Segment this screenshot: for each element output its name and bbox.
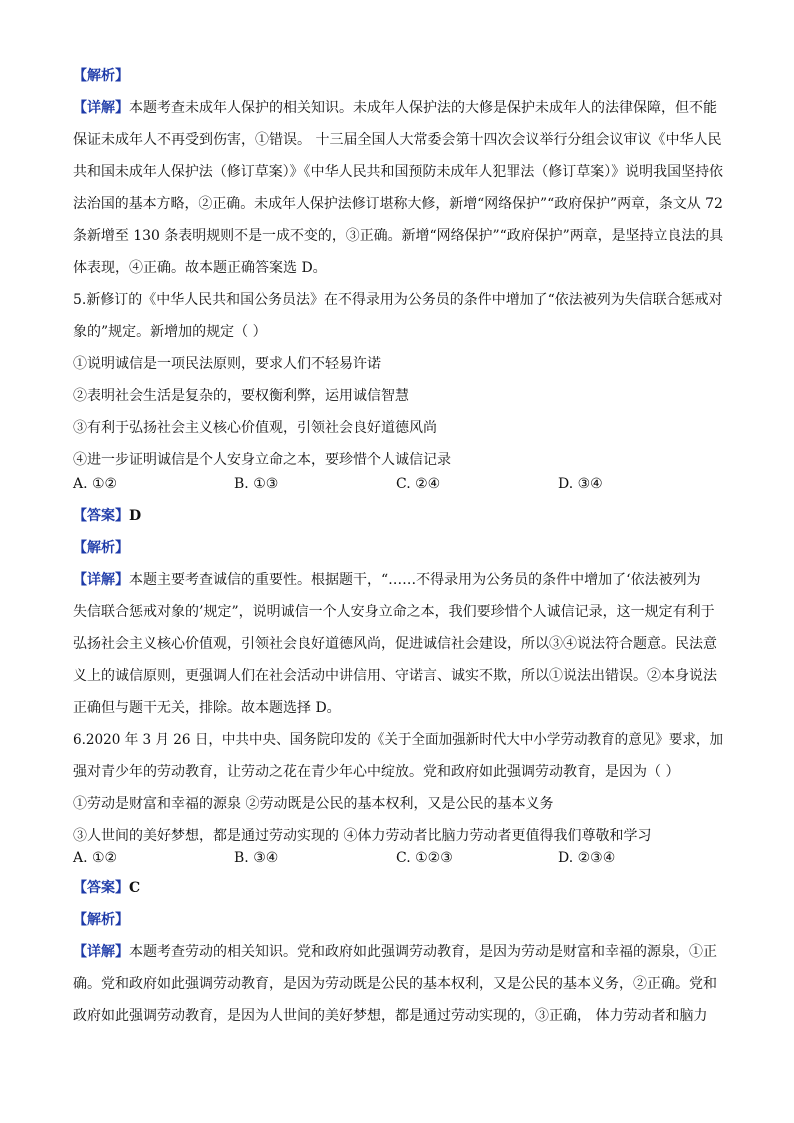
- q6-stem-line-2: 强对青少年的劳动教育，让劳动之花在青少年心中绽放。党和政府如此强调劳动教育，是因为（ ）: [73, 764, 680, 780]
- q6-detail-line-2: 确。党和政府如此强调劳动教育，是因为劳动既是公民的基本权利，又是公民的基本义务，②正确。党和: [73, 976, 717, 992]
- q6-statement-2: ③人世间的美好梦想，都是通过劳动实现的 ④体力劳动者比脑力劳动者更值得我们尊敬和学习: [73, 828, 652, 844]
- q4-analysis-label: 【解析】: [73, 68, 129, 84]
- q5-option-b: B. ①③: [234, 476, 279, 492]
- q5-answer: [73, 506, 723, 526]
- q5-option-c: C. ②④: [396, 476, 441, 492]
- q5-analysis-label: 【解析】: [73, 540, 129, 556]
- q5-detail-line-2: 失信联合惩戒对象的’规定”，说明诚信一个人安身立命之本，我们要珍惜个人诚信记录，这一规定有利于: [73, 604, 715, 620]
- q5-statement-2: ②表明社会生活是复杂的，要权衡利弊，运用诚信智慧: [73, 388, 409, 404]
- q5-option-d: D. ③④: [558, 476, 603, 492]
- q4-detail-label: 【详解】: [73, 100, 129, 116]
- q6-analysis-label: 【解析】: [73, 912, 129, 928]
- q6-answer: [73, 878, 723, 898]
- q6-answer-label: 【答案】: [73, 880, 129, 896]
- q6-detail-line-1: 【详解】本题考查劳动的相关知识。党和政府如此强调劳动教育，是因为劳动是财富和幸福的源泉，①正: [73, 944, 717, 960]
- q4-detail-line-1: 【详解】本题考查未成年人保护的相关知识。未成年人保护法的大修是保护未成年人的法律保障，但不能: [73, 100, 717, 116]
- q6-statement-1: ①劳动是财富和幸福的源泉 ②劳动既是公民的基本权利，又是公民的基本义务: [73, 796, 554, 812]
- q6-option-a: A. ①②: [73, 850, 118, 866]
- q6-option-d: D. ②③④: [558, 850, 616, 866]
- q4-detail-line-2: 保证未成年人不再受到伤害，①错误。 十三届全国人大常委会第十四次会议举行分组会议审议《中华人民: [73, 132, 722, 148]
- q5-option-a: A. ①②: [73, 476, 118, 492]
- q6-option-b: B. ③④: [234, 850, 279, 866]
- q4-detail-line-4: 法治国的基本方略，②正确。未成年人保护法修订堪称大修，新增“网络保护”“政府保护”两章，条文从 72: [73, 196, 723, 212]
- q4-detail-line-3: 共和国未成年人保护法（修订草案）》《中华人民共和国预防未成年人犯罪法（修订草案）》说明我国坚持依: [73, 164, 724, 180]
- q5-statement-1: ①说明诚信是一项民法原则，要求人们不轻易许诺: [73, 356, 381, 372]
- q5-answer-label: 【答案】: [73, 508, 129, 524]
- q4-detail-line-5: 条新增至 130 条表明规则不是一成不变的，③正确。新增“网络保护”“政府保护”两章，是坚持立良法的具: [73, 228, 724, 244]
- q5-detail-line-1: 【详解】本题主要考查诚信的重要性。根据题干，“……不得录用为公务员的条件中增加了‘依法被列为: [73, 572, 701, 588]
- q6-detail-label: 【详解】: [73, 944, 129, 960]
- q6-answer-value: C: [129, 880, 141, 896]
- q5-statement-4: ④进一步证明诚信是个人安身立命之本，要珍惜个人诚信记录: [73, 452, 451, 468]
- q5-detail-label: 【详解】: [73, 572, 129, 588]
- q6-option-c: C. ①②③: [396, 850, 453, 866]
- q6-stem-line-1: 6.2020 年 3 月 26 日，中共中央、国务院印发的《关于全面加强新时代大中小学劳动教育的意见》要求，加: [73, 732, 723, 748]
- q5-detail-line-4: 义上的诚信原则，更强调人们在社会活动中讲信用、守诺言、诚实不欺，所以①说法出错误。②本身说法: [73, 668, 717, 684]
- q5-answer-value: D: [129, 508, 142, 524]
- q5-stem-line-1: 5.新修订的《中华人民共和国公务员法》在不得录用为公务员的条件中增加了“依法被列为失信联合惩戒对: [73, 292, 723, 308]
- q6-detail-line-3: 政府如此强调劳动教育，是因为人世间的美好梦想，都是通过劳动实现的，③正确， 体力劳动者和脑力: [73, 1008, 708, 1024]
- q4-detail-line-6: 体表现，④正确。故本题正确答案选 D。: [73, 260, 327, 276]
- q5-statement-3: ③有利于弘扬社会主义核心价值观，引领社会良好道德风尚: [73, 420, 437, 436]
- q5-detail-line-3: 弘扬社会主义核心价值观，引领社会良好道德风尚，促进诚信社会建设，所以③④说法符合题意。民法意: [73, 636, 717, 652]
- q5-stem-line-2: 象的”规定。新增加的规定（ ）: [73, 324, 267, 340]
- q5-detail-line-5: 正确但与题干无关，排除。故本题选择 D。: [73, 700, 341, 716]
